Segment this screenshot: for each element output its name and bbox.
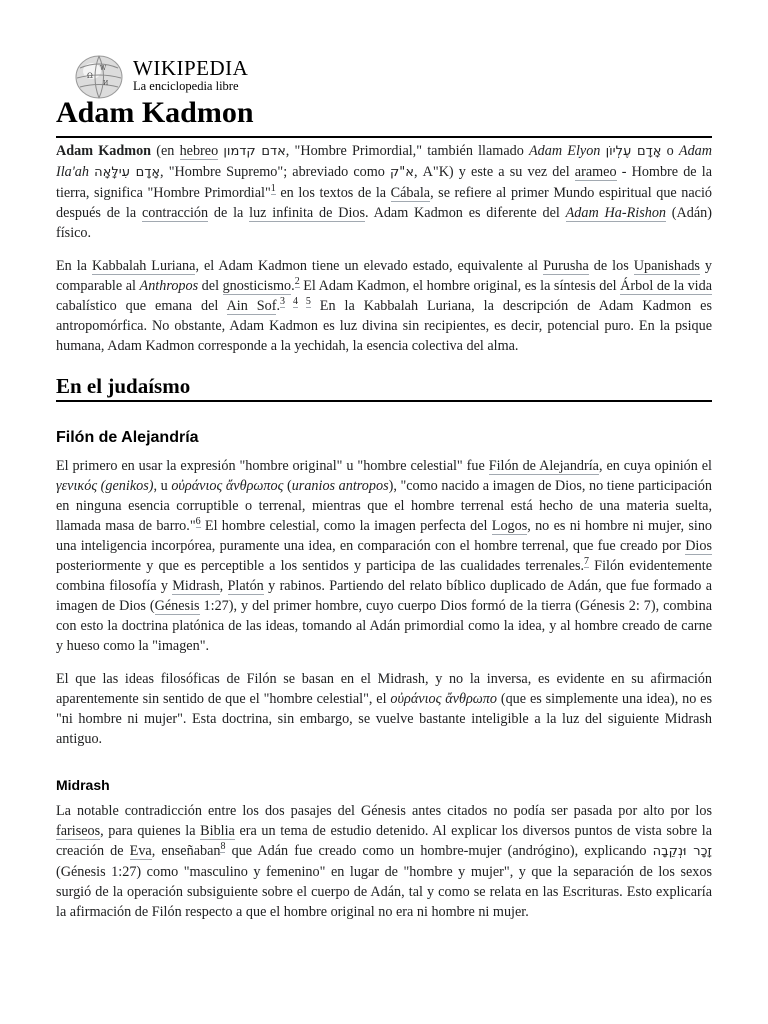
link-gnosticismo[interactable]: gnosticismo [222,278,292,294]
text: . Adam Kadmon es diferente del [365,205,566,221]
link-genesis[interactable]: Génesis [154,598,200,614]
text: (que es simplemente una idea), no es "ni hombre ni mujer". Esta doctrina, sin embargo, se vuelve bastante inteligible a la luz del siguiente Midrash antiguo. [56,691,713,747]
text: , se refiere al primer Mundo espiritual que nació después de la [56,185,713,221]
filon-paragraph [56,456,712,656]
link-label: Adam Ha-Rishon [565,205,667,221]
wikipedia-wordmark[interactable]: WIKIPEDIA [133,56,249,80]
svg-text:И: И [103,80,109,87]
link-biblia[interactable]: Biblia [200,823,235,839]
link-logos[interactable]: Logos [491,518,528,534]
reference-1[interactable]: 1 [270,183,276,195]
reference-4[interactable]: 4 [292,296,298,308]
subsubsection-heading: Midrash [56,777,110,793]
text: era un tema de estudio detenido. Al explicar los diversos puntos de vista sobre la creación de [56,823,713,859]
text: o [661,143,679,159]
hebrew-text: אָדָם עִילָּאָה [94,165,161,180]
text: , para quienes la [100,823,201,839]
link-adam-ha-rishon[interactable] [566,205,666,222]
text: , [219,578,228,594]
wikipedia-globe-logo [74,54,124,100]
link-cabala[interactable]: Cábala [390,185,431,201]
text: ( [283,478,292,494]
anthropos-term: Anthropos [139,278,199,294]
link-luz-infinita[interactable]: luz infinita de Dios [249,205,366,221]
text: (Adán) físico. [56,205,712,241]
page-title: Adam Kadmon [56,96,254,129]
text: . [276,298,281,314]
text: , enseñaban [151,843,221,859]
reference-2[interactable]: 2 [294,276,300,288]
text: en los textos de la [275,185,391,201]
title-divider [56,136,712,138]
text: , "Hombre Supremo"; abreviado como [160,164,391,180]
greek-term: οὐράνιος ἄνθρωπος [171,478,284,494]
reference-8[interactable]: 8 [220,841,226,853]
greek-term: γενικός (genikos) [56,478,154,494]
text: , A"K) y este a su vez del [413,164,575,180]
text: de los [588,258,634,274]
reference-6[interactable]: 6 [195,516,201,528]
text: En la [56,258,92,274]
kabbalah-paragraph [56,256,712,356]
transliteration: uranios antropos [291,478,389,494]
text: . [291,278,295,294]
hebrew-text: זָכָר וּנְקֵבָה [652,844,713,859]
link-fariseos[interactable]: fariseos [56,823,101,839]
text: Filón evidentemente combina filosofía y [56,558,712,594]
link-ain-sof[interactable]: Ain Sof [226,298,277,314]
hebrew-text: א"ק [390,165,414,180]
svg-text:Ω: Ω [87,72,93,80]
text: de la [208,205,250,221]
subsection-heading: Filón de Alejandría [56,429,199,446]
link-arbol-de-la-vida[interactable]: Árbol de la vida [620,278,712,294]
text: El que las ideas filosóficas de Filón se basan en el Midrash, y no la inversa, es evidente en su afirmación aparentemente sin sentido de que el "hombre celestial", el [56,671,712,707]
text: En la Kabbalah Luriana, la descripción de Adam Kadmon es antropomórfica. No obstante, Adam Kadmon es luz divina sin recipientes, es decir, potencial puro. En la psique humana, Adam Kadmon corresponde a la yechidah, la esencia colectiva del alma. [56,298,712,354]
link-kabbalah-luriana[interactable]: Kabbalah Luriana [91,258,196,274]
text: , u [153,478,172,494]
link-purusha[interactable]: Purusha [543,258,589,274]
hebrew-text: אָדָם עֶלְיוֹן [605,144,662,159]
reference-5[interactable]: 5 [305,296,311,308]
text: La notable contradicción entre los dos pasajes del Génesis antes citados no podía ser pasada por alto por los [56,803,712,819]
reference-3[interactable]: 3 [280,296,286,308]
text: cabalístico que emana del [56,298,227,314]
link-filon[interactable]: Filón de Alejandría [488,458,599,474]
article-content [56,141,712,935]
link-contraccion[interactable]: contracción [141,205,209,221]
svg-text:W: W [100,65,107,72]
text: El primero en usar la expresión "hombre original" u "hombre celestial" fue [56,458,489,474]
text: y comparable al [56,258,713,294]
text: , no es ni hombre ni mujer, sino una inteligencia incorpórea, puramente una idea, en comparación con el hombre terrenal, que fue creado por [56,518,713,554]
text: , el Adam Kadmon tiene un elevado estado, equivalente al [195,258,544,274]
link-midrash[interactable]: Midrash [172,578,220,594]
link-upanishads[interactable]: Upanishads [633,258,700,274]
text: , en cuya opinión el [598,458,712,474]
text: 1:27), y del primer hombre, cuyo cuerpo Dios formó de la tierra (Génesis 2: 7), combina con esto la doctrina platónica de las ideas, tomando al Adán primordial como la idea, y al hombre creado de carne y hueso como la "imagen". [56,598,712,654]
link-hebreo[interactable]: hebreo [179,143,219,159]
text: El Adam Kadmon, el hombre original, es la síntesis del [299,278,621,294]
text: , "Hombre Primordial," también llamado [285,143,529,159]
text: y rabinos. Partiendo del relato bíblico duplicado de Adán, que fue formado a imagen de Dios ( [56,578,712,614]
alt-name: Adam Elyon [529,143,601,159]
text: posteriormente y que es perceptible a los sentidos y participa de las cualidades terrenales. [56,558,585,574]
midrash-intro-paragraph [56,669,712,749]
text: El hombre celestial, como la imagen perfecta del [200,518,492,534]
link-platon[interactable]: Platón [227,578,264,594]
intro-paragraph [56,141,712,243]
reference-7[interactable]: 7 [584,556,590,568]
section-heading: En el judaísmo [56,376,712,402]
wikipedia-tagline: La enciclopedia libre [133,79,239,93]
text: - Hombre de la tierra, significa "Hombre Primordial" [56,164,712,201]
link-eva[interactable]: Eva [129,843,152,859]
text: del [198,278,223,294]
link-dios[interactable]: Dios [685,538,712,554]
link-arameo[interactable]: arameo [574,164,617,180]
article-subject-name: Adam Kadmon [56,143,152,159]
hebrew-text: אדם קדמון [223,144,286,159]
text: (en [151,143,180,159]
text: ), "como nacido a imagen de Dios, no tiene participación en ninguna esencia corruptible o terrenal, mientras que el hombre terrenal está hecho de una materia suelta, llamada masa de barro." [56,478,712,534]
text: que Adán fue creado como un hombre-mujer (andrógino), explicando [225,843,653,859]
greek-term: οὐράνιος ἄνθρωπο [390,691,497,707]
midrash-paragraph [56,801,712,922]
text: (Génesis 1:27) como "masculino y femenino" en lugar de "hombre y mujer", y que la separación de los sexos surgió de la operación subsiguiente sobre el cuerpo de Adán, tal y como se relata en las Escrituras. Esto explicaría la afirmación de Filón respecto a que el hombre original no era ni hombre ni mujer. [56,864,712,920]
alt-name: Adam Ila'ah [56,143,713,180]
